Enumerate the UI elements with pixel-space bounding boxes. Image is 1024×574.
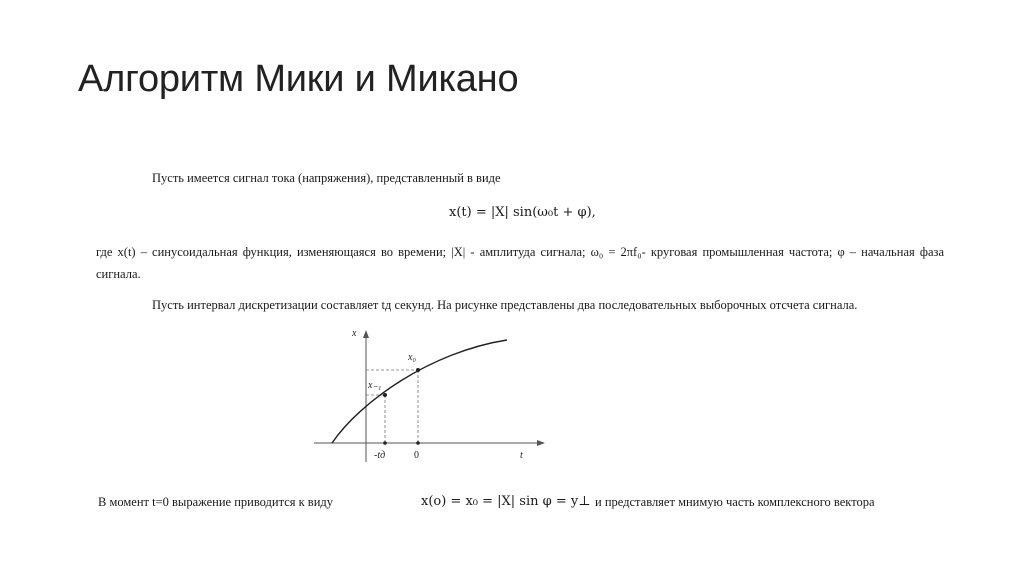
y-axis-label: x (352, 328, 357, 339)
tick-point-zero (416, 441, 420, 445)
point-current-label: x₀ (408, 352, 416, 363)
signal-samples-figure (300, 322, 560, 467)
sample-formula: x(o) = x₀ = |X| sin φ = y⊥ (421, 494, 591, 509)
y-axis-arrow (363, 330, 369, 338)
x-axis-label: t (520, 450, 523, 461)
slide-title: Алгоритм Мики и Микано (78, 58, 519, 100)
interval-paragraph: Пусть интервал дискретизации составляет tд секунд. На рисунке представлены два последовательных выборочных отсчета сигнала. (152, 298, 858, 312)
sample-point-previous (383, 393, 387, 397)
moment-paragraph: В момент t=0 выражение приводится к виду (98, 495, 334, 509)
intro-paragraph: Пусть имеется сигнал тока (напряжения), представленный в виде (152, 171, 501, 185)
signal-curve (332, 340, 507, 443)
vector-paragraph: и представляет мнимую часть комплексного вектора (595, 495, 875, 509)
sample-point-current (416, 368, 420, 372)
x-axis-arrow (537, 440, 545, 446)
tick-previous-label: -tд (374, 450, 386, 461)
description-paragraph: где x(t) – синусоидальная функция, изменяющаяся во времени; |X| - амплитуда сигнала; ω₀ = 2πf₀- круговая промышленная частота; φ – начальная фаза сигнала. (96, 245, 944, 281)
signal-formula: x(t) = |X| sin(ω₀t + φ), (449, 205, 596, 220)
tick-zero-label: 0 (414, 450, 419, 461)
tick-point-previous (383, 441, 387, 445)
point-previous-label: x₋₁ (368, 380, 382, 391)
